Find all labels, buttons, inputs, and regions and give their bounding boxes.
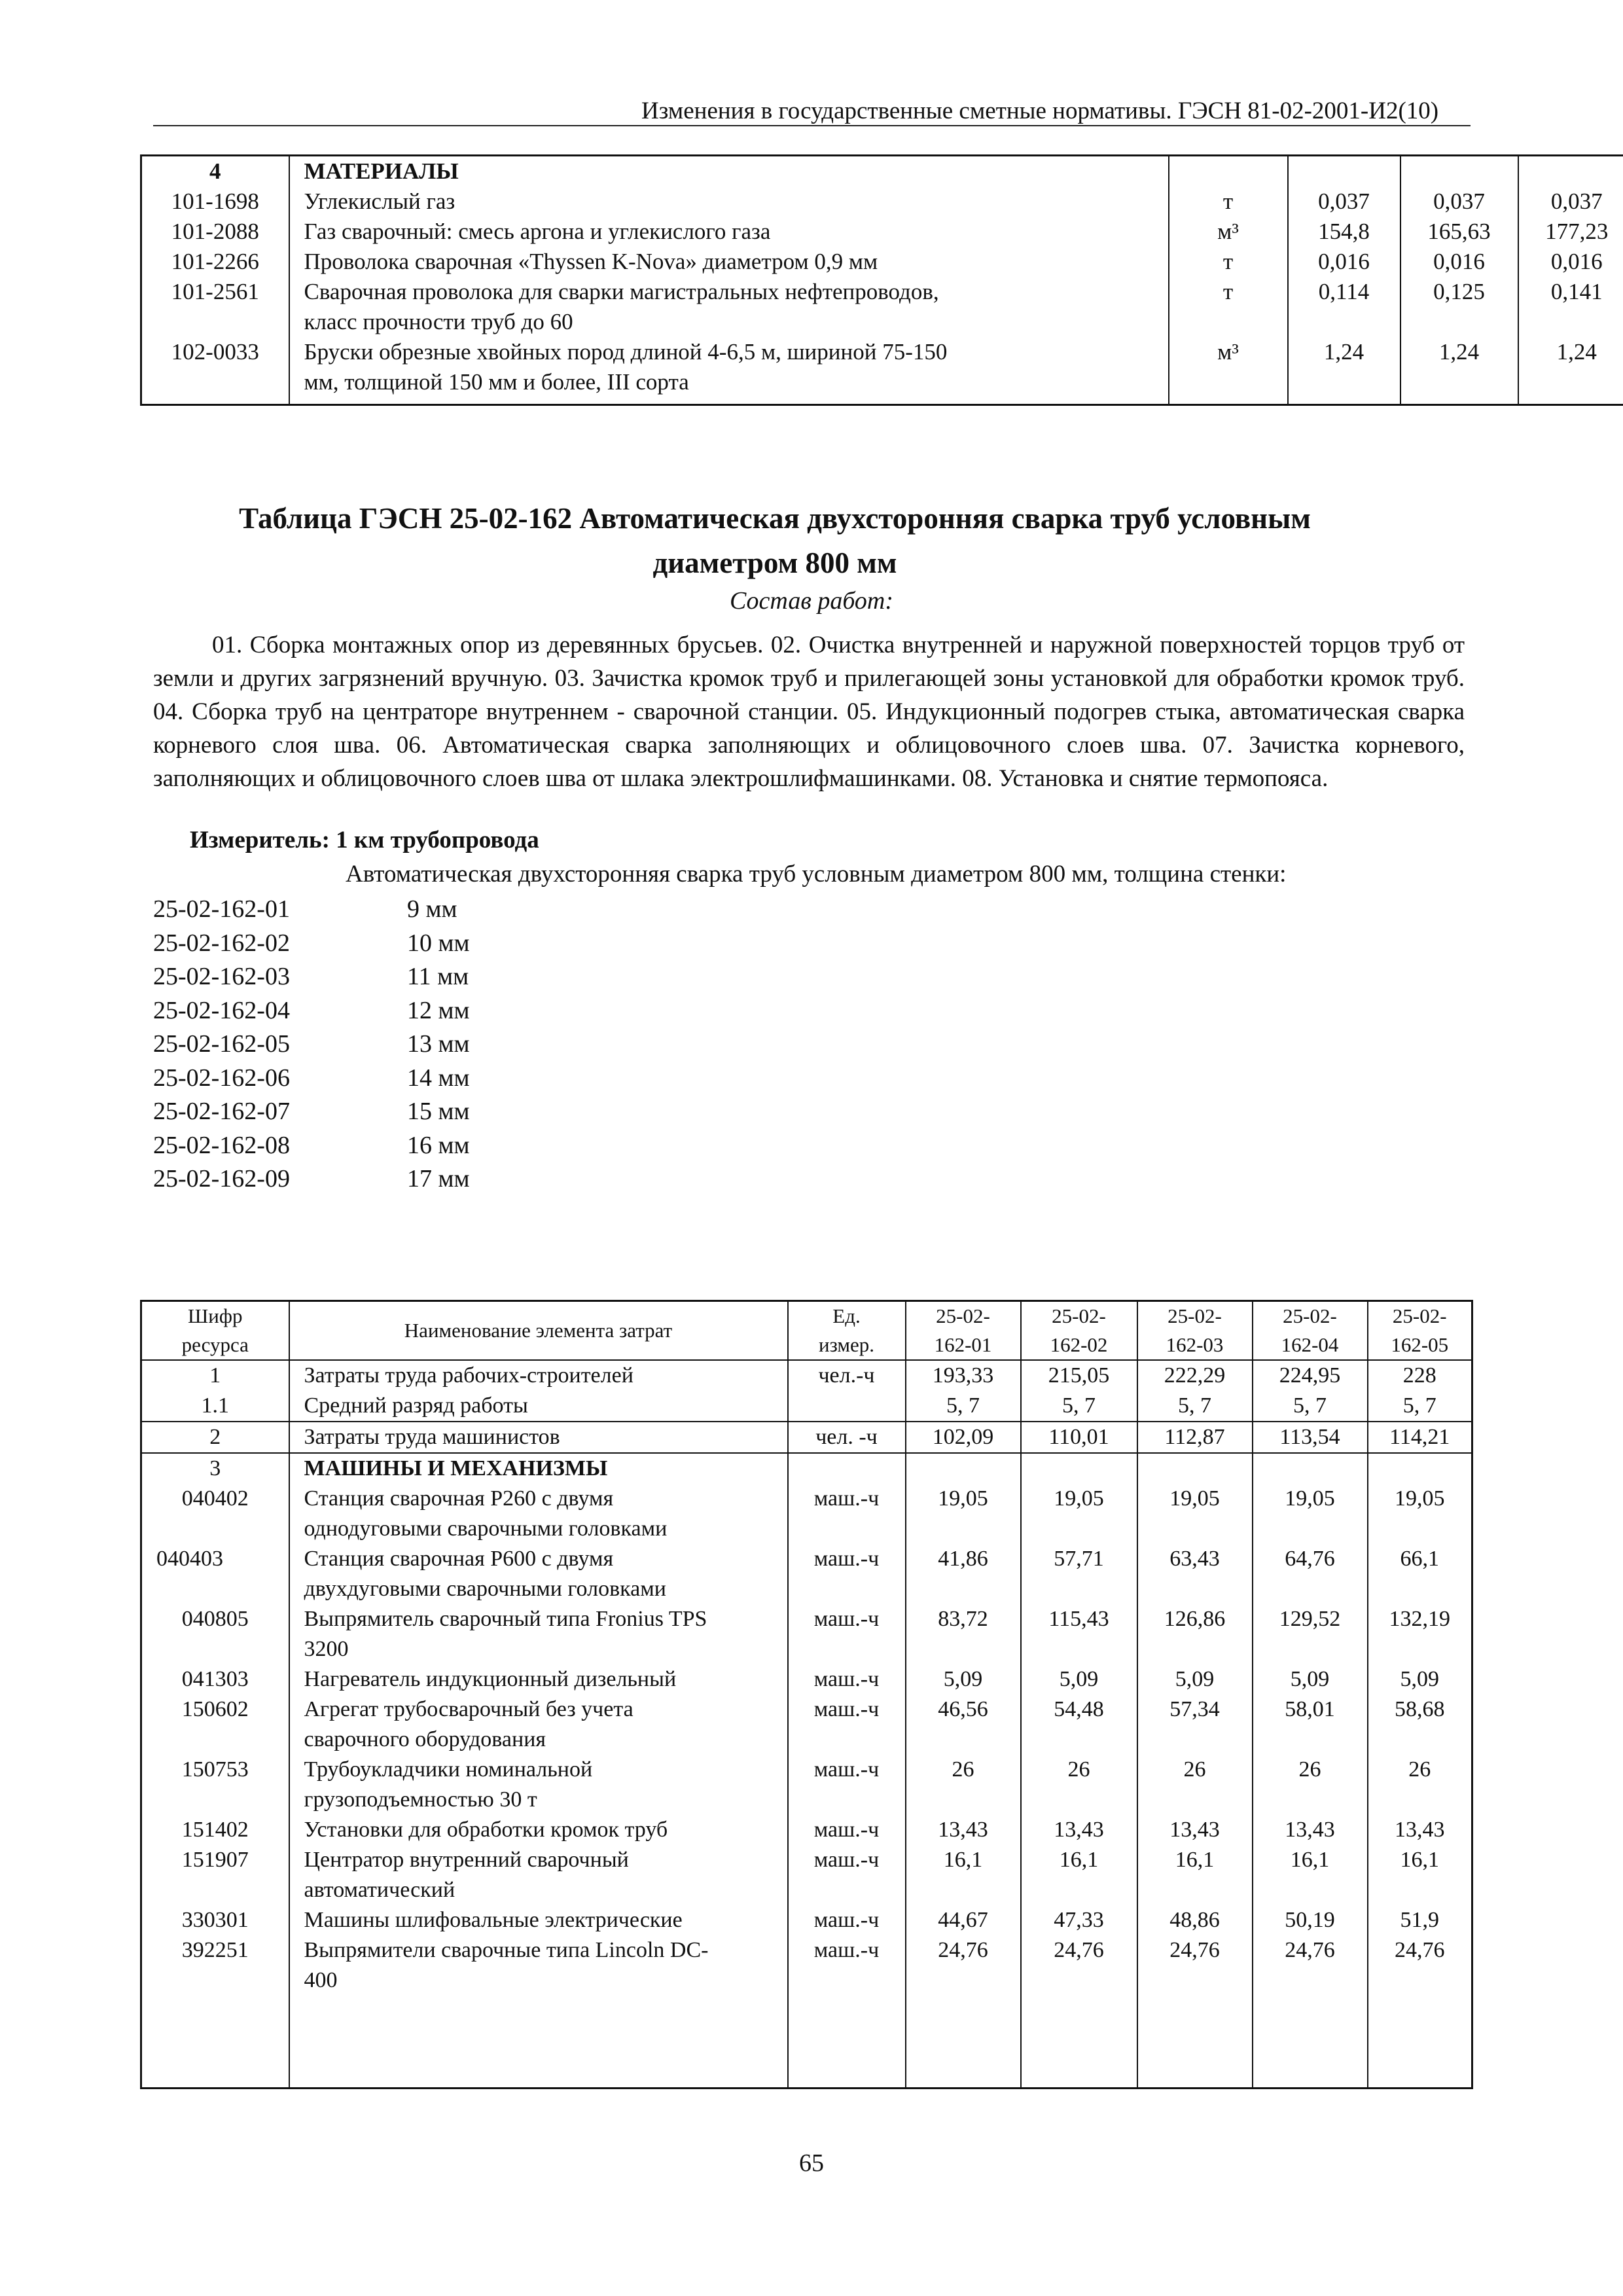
variant-code: 25-02-162-02 <box>153 929 290 957</box>
material-value: 0,037 <box>1400 187 1518 217</box>
cost-value: 16,1 <box>906 1845 1021 1905</box>
cost-value <box>1368 1453 1472 1484</box>
cost-element-name: Установки для обработки кромок труб <box>289 1815 788 1845</box>
cost-element-name: Агрегат трубосварочный без учета сварочного оборудования <box>289 1695 788 1755</box>
resource-code: 392251 <box>181 1938 249 1962</box>
table-title-line-1: Таблица ГЭСН 25-02-162 Автоматическая двухсторонняя сварка труб условным <box>239 502 1311 535</box>
cost-value: 215,05 <box>1021 1360 1137 1391</box>
cost-value: 5, 7 <box>1021 1391 1137 1422</box>
material-unit: т <box>1169 247 1288 277</box>
unit-of-measure <box>788 1453 906 1484</box>
cost-value <box>906 1453 1021 1484</box>
cost-value: 19,05 <box>906 1484 1021 1544</box>
variant-row <box>153 927 470 961</box>
material-unit: м³ <box>1169 337 1288 405</box>
labor-row <box>141 1360 1472 1391</box>
cost-value: 24,76 <box>1021 1935 1137 2089</box>
cost-value: 64,76 <box>1253 1544 1368 1604</box>
header-col-1: 25-02- 162-01 <box>906 1301 1021 1361</box>
unit-of-measure <box>788 1391 906 1422</box>
cost-value: 13,43 <box>1137 1815 1253 1845</box>
variant-code: 25-02-162-04 <box>153 996 290 1024</box>
cost-value: 5, 7 <box>1253 1391 1368 1422</box>
cost-value: 41,86 <box>906 1544 1021 1604</box>
materials-table <box>140 154 1623 406</box>
cost-value: 102,09 <box>906 1422 1021 1453</box>
unit-of-measure: чел. -ч <box>788 1422 906 1453</box>
cost-value: 113,54 <box>1253 1422 1368 1453</box>
material-code: 101-1698 <box>171 188 259 214</box>
cost-value: 5,09 <box>1021 1664 1137 1695</box>
header-col-5: 25-02- 162-05 <box>1368 1301 1472 1361</box>
material-value: 0,125 <box>1400 277 1518 337</box>
machine-row <box>141 1544 1472 1604</box>
variant-thickness: 15 мм <box>407 1098 470 1125</box>
cost-value: 47,33 <box>1021 1905 1137 1935</box>
material-row <box>141 247 1623 277</box>
operators-row <box>141 1422 1472 1453</box>
cost-value: 54,48 <box>1021 1695 1137 1755</box>
unit-of-measure: маш.-ч <box>788 1935 906 2089</box>
header-name: Наименование элемента затрат <box>289 1301 788 1361</box>
variants-list <box>153 893 470 1196</box>
variant-code: 25-02-162-07 <box>153 1098 290 1125</box>
material-value: 1,24 <box>1518 337 1623 405</box>
cost-value: 48,86 <box>1137 1905 1253 1935</box>
material-value: 177,23 <box>1518 217 1623 247</box>
resource-code: 150753 <box>181 1757 249 1782</box>
material-name: Углекислый газ <box>289 187 1169 217</box>
cost-value: 5, 7 <box>1137 1391 1253 1422</box>
cost-value: 24,76 <box>1253 1935 1368 2089</box>
resource-code: 151907 <box>181 1848 249 1872</box>
material-value: 0,141 <box>1518 277 1623 337</box>
machine-row <box>141 1935 1472 2089</box>
variant-row <box>153 1062 470 1096</box>
cost-element-name: МАШИНЫ И МЕХАНИЗМЫ <box>289 1453 788 1484</box>
cost-value: 16,1 <box>1137 1845 1253 1905</box>
material-unit: м³ <box>1169 217 1288 247</box>
variant-code: 25-02-162-03 <box>153 963 290 990</box>
variant-thickness: 16 мм <box>407 1131 470 1159</box>
cost-value: 222,29 <box>1137 1360 1253 1391</box>
material-name: Газ сварочный: смесь аргона и углекислого газа <box>289 217 1169 247</box>
unit-of-measure: маш.-ч <box>788 1815 906 1845</box>
cost-value: 5,09 <box>1137 1664 1253 1695</box>
unit-of-measure: маш.-ч <box>788 1664 906 1695</box>
machine-row <box>141 1664 1472 1695</box>
unit-of-measure: маш.-ч <box>788 1845 906 1905</box>
table-title-line-2: диаметром 800 мм <box>652 547 897 579</box>
material-code: 101-2266 <box>171 249 259 274</box>
material-code: 102-0033 <box>171 339 259 365</box>
resource-code: 3 <box>141 1453 289 1484</box>
variant-code: 25-02-162-09 <box>153 1165 290 1193</box>
cost-value: 16,1 <box>1021 1845 1137 1905</box>
cost-value: 57,34 <box>1137 1695 1253 1755</box>
header-code: Шифр ресурса <box>181 1304 249 1356</box>
cost-value: 110,01 <box>1021 1422 1137 1453</box>
cost-value: 132,19 <box>1368 1604 1472 1664</box>
cost-value: 57,71 <box>1021 1544 1137 1604</box>
resource-code: 1 <box>141 1360 289 1391</box>
cost-value <box>1137 1453 1253 1484</box>
variant-row <box>153 1095 470 1129</box>
machine-row <box>141 1604 1472 1664</box>
resource-code: 150602 <box>181 1697 249 1721</box>
unit-of-measure: чел.-ч <box>788 1360 906 1391</box>
cost-value <box>1253 1453 1368 1484</box>
material-row <box>141 217 1623 247</box>
machine-row <box>141 1905 1472 1935</box>
cost-value: 26 <box>1021 1755 1137 1815</box>
cost-value: 63,43 <box>1137 1544 1253 1604</box>
cost-value: 58,01 <box>1253 1695 1368 1755</box>
machines-section-row <box>141 1453 1472 1484</box>
table-title <box>153 496 1397 585</box>
header-col-2: 25-02- 162-02 <box>1021 1301 1137 1361</box>
cost-element-name: Затраты труда рабочих-строителей <box>289 1360 788 1391</box>
machine-row <box>141 1815 1472 1845</box>
variant-code: 25-02-162-08 <box>153 1131 290 1159</box>
resource-code: 040402 <box>181 1486 249 1511</box>
cost-value: 51,9 <box>1368 1905 1472 1935</box>
cost-value: 13,43 <box>1253 1815 1368 1845</box>
material-value: 0,016 <box>1288 247 1400 277</box>
grade-row <box>141 1391 1472 1422</box>
material-value: 1,24 <box>1400 337 1518 405</box>
cost-value: 50,19 <box>1253 1905 1368 1935</box>
cost-table <box>140 1300 1473 2089</box>
material-value: 1,24 <box>1288 337 1400 405</box>
cost-value: 19,05 <box>1368 1484 1472 1544</box>
variant-code: 25-02-162-06 <box>153 1064 290 1092</box>
resource-code: 040403 <box>156 1547 223 1571</box>
cost-value: 66,1 <box>1368 1544 1472 1604</box>
variant-code: 25-02-162-05 <box>153 1030 290 1058</box>
cost-value: 5,09 <box>1368 1664 1472 1695</box>
unit-of-measure: маш.-ч <box>788 1755 906 1815</box>
variant-intro: Автоматическая двухсторонняя сварка труб условным диаметром 800 мм, толщина стенки: <box>346 861 1287 888</box>
page-number: 65 <box>799 2149 824 2177</box>
cost-table-header <box>141 1301 1472 1361</box>
work-composition-heading: Состав работ: <box>729 587 894 615</box>
resource-code: 2 <box>141 1422 289 1453</box>
cost-element-name: Станция сварочная Р600 с двумя двухдуговыми сварочными головками <box>289 1544 788 1604</box>
variant-code: 25-02-162-01 <box>153 895 290 923</box>
cost-value: 228 <box>1368 1360 1472 1391</box>
material-unit: т <box>1169 187 1288 217</box>
cost-element-name: Центратор внутренний сварочный автоматический <box>289 1845 788 1905</box>
cost-value: 24,76 <box>1137 1935 1253 2089</box>
resource-code: 040805 <box>181 1607 249 1631</box>
cost-value: 19,05 <box>1021 1484 1137 1544</box>
variant-thickness: 12 мм <box>407 996 470 1024</box>
variant-row <box>153 994 470 1028</box>
section-number: 4 <box>209 158 221 184</box>
cost-value: 24,76 <box>1368 1935 1472 2089</box>
material-name: Проволока сварочная «Thyssen K-Nova» диаметром 0,9 мм <box>289 247 1169 277</box>
variant-row <box>153 1028 470 1062</box>
running-header: Изменения в государственные сметные нормативы. ГЭСН 81-02-2001-И2(10) <box>641 98 1439 124</box>
variant-row <box>153 960 470 994</box>
cost-element-name: Средний разряд работы <box>289 1391 788 1422</box>
unit-of-measure: маш.-ч <box>788 1544 906 1604</box>
material-value: 0,037 <box>1518 187 1623 217</box>
cost-value: 19,05 <box>1253 1484 1368 1544</box>
resource-code: 041303 <box>181 1667 249 1691</box>
material-value: 0,016 <box>1518 247 1623 277</box>
cost-value: 129,52 <box>1253 1604 1368 1664</box>
section-title: МАТЕРИАЛЫ <box>289 156 1169 187</box>
header-unit: Ед. измер. <box>788 1301 906 1361</box>
cost-value: 58,68 <box>1368 1695 1472 1755</box>
variant-row <box>153 893 470 927</box>
cost-value: 24,76 <box>906 1935 1021 2089</box>
cost-value: 5, 7 <box>1368 1391 1472 1422</box>
resource-code: 151402 <box>181 1818 249 1842</box>
material-code: 101-2561 <box>171 279 259 304</box>
cost-value: 83,72 <box>906 1604 1021 1664</box>
cost-value: 26 <box>906 1755 1021 1815</box>
cost-value: 46,56 <box>906 1695 1021 1755</box>
material-row <box>141 277 1623 337</box>
material-name: Сварочная проволока для сварки магистральных нефтепроводов, класс прочности труб до 60 <box>289 277 1169 337</box>
variant-thickness: 13 мм <box>407 1030 470 1058</box>
variant-row <box>153 1162 470 1196</box>
cost-element-name: Затраты труда машинистов <box>289 1422 788 1453</box>
material-row <box>141 337 1623 405</box>
cost-value: 13,43 <box>1368 1815 1472 1845</box>
cost-value: 16,1 <box>1368 1845 1472 1905</box>
material-value: 165,63 <box>1400 217 1518 247</box>
unit-of-measure: маш.-ч <box>788 1695 906 1755</box>
meter-label: Измеритель: 1 км трубопровода <box>190 827 539 853</box>
cost-value: 16,1 <box>1253 1845 1368 1905</box>
cost-value: 26 <box>1137 1755 1253 1815</box>
cost-value: 224,95 <box>1253 1360 1368 1391</box>
material-value: 154,8 <box>1288 217 1400 247</box>
header-rule <box>153 125 1471 126</box>
cost-value: 114,21 <box>1368 1422 1472 1453</box>
variant-thickness: 11 мм <box>407 963 469 990</box>
cost-value: 193,33 <box>906 1360 1021 1391</box>
material-row <box>141 187 1623 217</box>
cost-value: 115,43 <box>1021 1604 1137 1664</box>
variant-thickness: 10 мм <box>407 929 470 957</box>
cost-value: 19,05 <box>1137 1484 1253 1544</box>
machine-row <box>141 1695 1472 1755</box>
machine-row <box>141 1755 1472 1815</box>
header-col-3: 25-02- 162-03 <box>1137 1301 1253 1361</box>
cost-value: 5, 7 <box>906 1391 1021 1422</box>
unit-of-measure: маш.-ч <box>788 1484 906 1544</box>
cost-element-name: Станция сварочная Р260 с двумя однодуговыми сварочными головками <box>289 1484 788 1544</box>
materials-section-row <box>141 156 1623 187</box>
machine-row <box>141 1845 1472 1905</box>
cost-value: 13,43 <box>906 1815 1021 1845</box>
cost-value: 44,67 <box>906 1905 1021 1935</box>
cost-value: 13,43 <box>1021 1815 1137 1845</box>
variant-thickness: 14 мм <box>407 1064 470 1092</box>
unit-of-measure: маш.-ч <box>788 1604 906 1664</box>
material-value: 0,016 <box>1400 247 1518 277</box>
variant-thickness: 9 мм <box>407 895 457 923</box>
cost-element-name: Выпрямитель сварочный типа Fronius TPS 3200 <box>289 1604 788 1664</box>
cost-element-name: Нагреватель индукционный дизельный <box>289 1664 788 1695</box>
material-unit: т <box>1169 277 1288 337</box>
cost-value: 5,09 <box>1253 1664 1368 1695</box>
resource-code: 1.1 <box>201 1393 229 1418</box>
material-value: 0,037 <box>1288 187 1400 217</box>
unit-of-measure: маш.-ч <box>788 1905 906 1935</box>
variant-row <box>153 1129 470 1163</box>
variant-thickness: 17 мм <box>407 1165 470 1193</box>
cost-value: 26 <box>1368 1755 1472 1815</box>
cost-element-name: Машины шлифовальные электрические <box>289 1905 788 1935</box>
cost-value: 112,87 <box>1137 1422 1253 1453</box>
machine-row <box>141 1484 1472 1544</box>
header-col-4: 25-02- 162-04 <box>1253 1301 1368 1361</box>
cost-value: 126,86 <box>1137 1604 1253 1664</box>
material-code: 101-2088 <box>171 219 259 244</box>
cost-value: 5,09 <box>906 1664 1021 1695</box>
material-value: 0,114 <box>1288 277 1400 337</box>
work-composition-text: 01. Сборка монтажных опор из деревянных брусьев. 02. Очистка внутренней и наружной поверхностей торцов труб от земли и других загрязнений вручную. 03. Зачистка кромок труб и прилегающей зоны установкой для обработки кромок труб. 04. Сборка труб на центраторе внутреннем - сварочной станции. 05. Индукционный подогрев стыка, автоматическая сварка корневого слоя шва. 06. Автоматическая сварка заполняющих и облицовочного слоев шва. 07. Зачистка корневого, заполняющих и облицовочного слоев шва от шлака электрошлифмашинками. 08. Установка и снятие термопояса. <box>153 632 1465 792</box>
resource-code: 330301 <box>181 1908 249 1932</box>
cost-element-name: Трубоукладчики номинальной грузоподъемностью 30 т <box>289 1755 788 1815</box>
cost-element-name: Выпрямители сварочные типа Lincoln DC- 400 <box>289 1935 788 2089</box>
material-name: Бруски обрезные хвойных пород длиной 4-6,5 м, шириной 75-150 мм, толщиной 150 мм и более, III сорта <box>289 337 1169 405</box>
cost-value: 26 <box>1253 1755 1368 1815</box>
cost-value <box>1021 1453 1137 1484</box>
